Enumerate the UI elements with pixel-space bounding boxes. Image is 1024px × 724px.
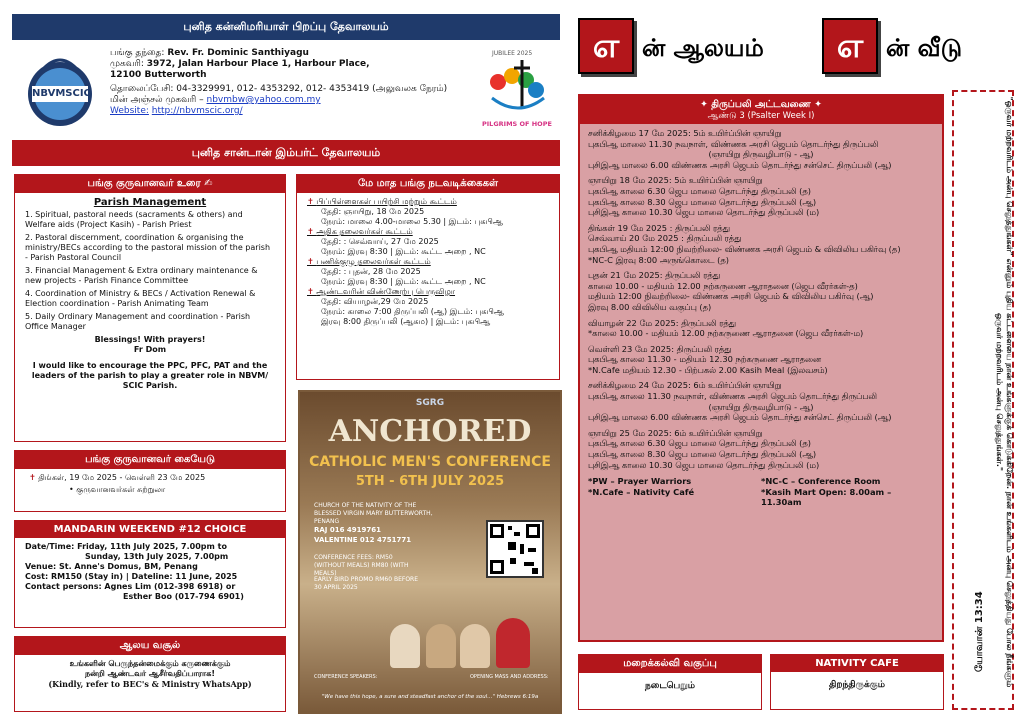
schedule-line: புசிஇஆ காலை 10.30 ஜெப மாலை தொடர்ந்து திருப்பலி (ம) [588,207,820,218]
legend-kasih: *Kasih Mart Open: 8.00am – 11.30am [761,486,892,508]
email-link[interactable]: nbvmbw@yahoo.com.my [206,95,321,105]
bible-verse-box [952,90,1014,710]
church-title: புனித கன்னிமரியாள் பிறப்பு தேவாலயம் [183,20,389,33]
schedule-line: புசிஇஆ மாலை 6.00 விண்ணக அரசி ஜெபம் தொடர்ந்து சன்செட் திருப்பலி (ஆ) [588,159,892,170]
website-link[interactable]: http://nbvmscic.org/ [151,106,243,116]
closing-note: I would like to encourage the PPC, PFC, PAT and the leaders of the parish to play a greater role in NBVM/ SCIC Parish. [31,361,269,390]
priest-label: பங்கு தந்தை: [110,48,165,58]
poster-quote: "We have this hope, a sure and steadfast anchor of the soul..." Hebrews 6:19a [321,694,539,700]
schedule-line: (ஞாயிறு திருவழிபாடு - ஆ) [708,149,814,160]
jubilee-text: JUBILEE 2025 [492,50,533,57]
poster-subtitle: CATHOLIC MEN'S CONFERENCE [309,454,551,470]
schedule-line: *NC-C இரவு 8:00 அருங்கொடை (த) [588,254,730,265]
qr-code-icon [486,520,544,578]
schedule-line: புகபிஆ மாலை 11.30 நவநாள், விண்ணக அரசி ஜெபம் தொடர்ந்து திருப்பலி [588,138,879,149]
poster-early: EARLY BIRD PROMO RM60 BEFORE 30 APRIL 2025 [314,576,419,591]
mandarin-box [14,520,286,628]
poster-venue: CHURCH OF THE NATIVITY OF THE BLESSED VIRGIN MARY BUTTERWORTH, PENANG [314,502,433,525]
event-1-time: நேரம்: மாலை 4.00-மாலை 5.30 | இடம்: புகபிஆ [321,217,503,226]
schedule-line: இரவு 8.00 விவிலிய வகுப்பு (த) [588,301,712,312]
schedule-title: ✦ திருப்பலி அட்டவணை ✦ [699,99,823,110]
event-4-time: நேரம்: காலை 7:00 திருப்பலி (ஆ) இடம்: புகபிஆ [321,307,504,316]
schedule-line: சனிக்கிழமை 24 மே 2025: 6ம் உயிர்ப்பின் ஞாயிறு [588,380,782,391]
poster-dates: 5TH - 6TH JULY 2025 [355,474,505,489]
parish-info [110,48,480,117]
schedule-line: வெள்ளி 23 மே 2025: திருப்பலி ரத்து [588,343,732,354]
mandarin-line-2: Sunday, 13th July 2025, 7.00pm [85,552,229,561]
priest-message-heading: Parish Management [93,197,207,208]
event-4-date: தேதி: வியாழன்,29 மே 2025 [321,297,429,306]
event-2-name: ✝ அதிக தலைவர்கள் கூட்டம் [307,227,549,237]
activities-box [296,174,560,380]
logo-text: NBVMSCIC [32,88,91,99]
masthead-letter2: எ [822,18,878,74]
catechism-status: நடைபெறும் [645,681,695,691]
diary-dates: ✝ திங்கள், 19 மே 2025 - வெள்ளி 23 மே 2025 [29,473,271,483]
verse-text: "ஒருவர் மற்றவரிடம் அன்பு செலுத்துங்கள்" என்னும் புதிய கட்டளையை நான் உங்களுக்குக் கொடுக்கிறேன். நான் உங்களிடம் அன்பு செலுத்தியது போல நீங்களும் ஒருவர் மற்றவரிடம் அன்பு செலுத்துங்கள்." [995,96,1014,688]
jubilee-sub: PILGRIMS OF HOPE [482,120,552,128]
masthead-word2: ன் வீடு [886,34,963,62]
event-3-name: ✝ பணிக்குழு தலைவர்கள் கூட்டம் [307,257,549,267]
poster-fees: CONFERENCE FEES: RM50 (WITHOUT MEALS) RM80 (WITH MEALS) [314,554,409,577]
collection-title: ஆலய வசூல் [15,637,285,655]
catechism-title: மறைக்கல்வி வகுப்பு [579,655,761,673]
schedule-line: புகபிஆ மதியம் 12:00 நிவற்றிலை- விண்ணக அரசி ஜெபம் & விவிலிய பகிர்வு (த) [588,243,901,254]
address-label: முகவரி: [110,59,144,69]
second-church-title: புனித சான்டான் இம்பர்ட் தேவாலயம் [191,146,381,159]
schedule-line: புகபிஆ காலை 11.30 - மதியம் 12.30 நற்கருணை ஆராதனை [588,354,821,365]
priest-name: Rev. Fr. Dominic Santhiyagu [167,48,309,58]
activities-title: மே மாத பங்கு நடவடிக்கைகள் [297,175,559,193]
diary-title: பங்கு குருவானவர் கையேடு [15,451,285,469]
second-church-bar [12,140,560,166]
event-1-name: ✝ பிப்பிள்ளைகள் பயிற்சி மற்றும் கூட்டம் [307,197,549,207]
event-3-date: தேதி: : புதன், 28 மே 2025 [321,267,421,276]
event-4-name: ✝ ஆண்டவரின் விண்ணேற்பு பெருவிழா [307,287,549,297]
speaker-photo-2 [390,624,420,668]
priest-item-4: 4. Coordination of Ministry & BECs / Activation Renewal & Election coordination - Parish Animating Team [25,289,256,308]
legend-pw: *PW – Prayer Warriors [588,476,692,487]
poster-speakers-label: CONFERENCE SPEAKERS: [314,674,378,680]
schedule-line: *காலை 10.00 - மதியம் 12.00 நற்கருணை ஆராதனை (ஜெப வீரர்கள்-ம) [588,328,864,339]
event-2-time: நேரம்: இரவு 8:30 | இடம்: கூட்ட அறை , NC [321,247,486,256]
schedule-line: மதியம் 12:00 நிவற்றிலை- விண்ணக அரசி ஜெபம் & விவிலிய பகிர்வு (ஆ) [588,291,874,302]
mandarin-line-3: Venue: St. Anne's Domus, BM, Penang [25,562,198,571]
mandarin-line-6: Esther Boo (017-794 6901) [123,592,244,601]
conference-poster [298,390,562,714]
verse-ref: யோவான் 13:34 [974,591,985,672]
schedule-line: புகபிஆ காலை 8.30 ஜெப மாலை தொடர்ந்து திருப்பலி (ஆ) [588,196,817,207]
collection-line1: உங்களின் பெருந்தன்மைக்கும் கருணைக்கும் [69,659,231,668]
schedule-line: புகபிஆ காலை 6.30 ஜெப மாலை தொடர்ந்து திருப்பலி (த) [588,185,811,196]
priest-item-5: 5. Daily Ordinary Management and coordination - Parish Office Manager [25,312,251,331]
collection-box [14,636,286,712]
schedule-line: புகபிஆ காலை 8.30 ஜெப மாலை தொடர்ந்து திருப்பலி (ஆ) [588,449,817,460]
website-label: Website: [110,106,149,116]
parish-logo [24,48,96,128]
email-label: மின் அஞ்சல் முகவரி – [110,95,204,105]
priest-item-3: 3. Financial Management & Extra ordinary maintenance & new projects - Parish Finance Committee [25,266,258,285]
schedule-line: காலை 10.00 - மதியம் 12.00 நற்கருணை ஆராதனை (ஜெப வீரர்கள்-த) [588,280,858,291]
masthead-word1: ன் ஆலயம் [642,34,764,62]
signature: Fr Dom [133,345,167,354]
mandarin-title: MANDARIN WEEKEND #12 CHOICE [15,521,285,538]
legend-ncafe: *N.Cafe – Nativity Café [588,486,695,497]
schedule-week: ஆண்டு 3 (Psalter Week I) [707,111,815,121]
catechism-box [578,654,762,710]
priest-item-2: 2. Pastoral discernment, coordination & organising the ministry/BECs according to the pastoral mission of the parish - Parish Pastoral Council [25,233,271,262]
priest-message-title: பங்கு குருவானவர் உரை ✍ [15,175,285,193]
speaker-photo-4 [460,624,490,668]
poster-contact2: VALENTINE 012 4751771 [314,536,412,544]
mass-schedule-box [578,94,944,642]
event-1-date: தேதி: ஞாயிறு, 18 மே 2025 [321,207,425,216]
schedule-line: வியாழன் 22 மே 2025: திருப்பலி ரத்து [588,317,737,328]
schedule-line: புதன் 21 மே 2025: திருப்பலி ரத்து [588,270,721,281]
priest-item-1: 1. Spiritual, pastoral needs (sacraments & others) and Welfare aids (Project Kasih) - Parish Priest [25,210,243,229]
schedule-line: *N.Cafe மதியம் 12.30 - பிற்பகல் 2.00 Kasih Meal (இலவசம்) [588,364,828,375]
cafe-box [770,654,944,710]
mandarin-line-5: Contact persons: Agnes Lim (012-398 6918) or [25,582,236,591]
mandarin-line-1: Date/Time: Friday, 11th July 2025, 7.00pm to [25,542,227,551]
event-3-time: நேரம்: இரவு 8:30 | இடம்: கூட்ட அறை , NC [321,277,486,286]
phone: தொலைப்பேசி: 04-3329991, 012- 4353292, 012- 4353419 (அலுவலக நேரம்) [110,84,448,94]
blessing: Blessings! With prayers! [94,335,206,344]
diary-item: குருவானவர்கள் சுற்றுலா [76,485,166,494]
schedule-line: புகபிஆ காலை 11.30 நவநாள், விண்ணக அரசி ஜெபம் தொடர்ந்து திருப்பலி [588,391,877,402]
speaker-photo-3 [426,624,456,668]
speaker-photo-cardinal [496,618,530,668]
schedule-line: (ஞாயிறு திருவழிபாடு - ஆ) [708,401,814,412]
schedule-line: செவ்வாய் 20 மே 2025 : திருப்பலி ரத்து [588,233,742,244]
church-title-bar [12,14,560,40]
address-line2: 12100 Butterworth [110,70,207,80]
priest-diary-box: பங்கு குருவானவர் கையேடு ✝ திங்கள், 19 மே 2025 - வெள்ளி 23 மே 2025 • குருவானவர்கள் சுற்றுலா [14,450,286,512]
schedule-line: புசிஇஆ மாலை 6.00 விண்ணக அரசி ஜெபம் தொடர்ந்து சன்செட் திருப்பலி (ஆ) [588,412,892,423]
priest-message-box [14,174,286,442]
poster-org: SGRG [415,398,445,408]
schedule-lines [580,124,942,474]
schedule-line: புகபிஆ காலை 6.30 ஜெப மாலை தொடர்ந்து திருப்பலி (த) [588,438,811,449]
event-2-date: தேதி: : செவ்வாய், 27 மே 2025 [321,237,439,246]
jubilee-logo [478,52,558,132]
legend-ncc: *NC-C – Conference Room [761,476,881,487]
cafe-title: NATIVITY CAFE [771,655,943,672]
schedule-line: சனிக்கிழமை 17 மே 2025: 5ம் உயிர்ப்பின் ஞாயிறு [588,128,782,138]
schedule-line: ஞாயிறு 18 மே 2025: 5ம் உயிர்ப்பின் ஞாயிறு [588,175,763,186]
poster-title: ANCHORED [328,414,532,449]
address-line1: 3972, Jalan Harbour Place 1, Harbour Place, [146,59,370,69]
masthead-letter1: எ [578,18,634,74]
cafe-status: திறந்திருக்கும் [829,680,885,690]
poster-opening-label: OPENING MASS AND ADDRESS: [470,674,549,680]
poster-contact1: RAJ 016 4919761 [314,526,381,534]
mandarin-line-4: Cost: RM150 (Stay in) | Dateline: 11 June, 2025 [25,572,238,581]
schedule-line: புசிஇஆ காலை 10.30 ஜெப மாலை தொடர்ந்து திருப்பலி (ம) [588,459,820,470]
collection-line2: நன்றி ஆண்டவர் ஆசீர்வதிப்பாராக! [85,669,215,678]
schedule-line: திங்கள் 19 மே 2025 : திருப்பலி ரத்து [588,222,730,233]
schedule-line: ஞாயிறு 25 மே 2025: 6ம் உயிர்ப்பின் ஞாயிறு [588,427,763,438]
event-4-time2: இரவு 8:00 திருப்பலி (ஆகம) | இடம்: புகபிஆ [321,317,491,326]
collection-line3: (Kindly, refer to BEC's & Ministry WhatsApp) [48,679,252,689]
